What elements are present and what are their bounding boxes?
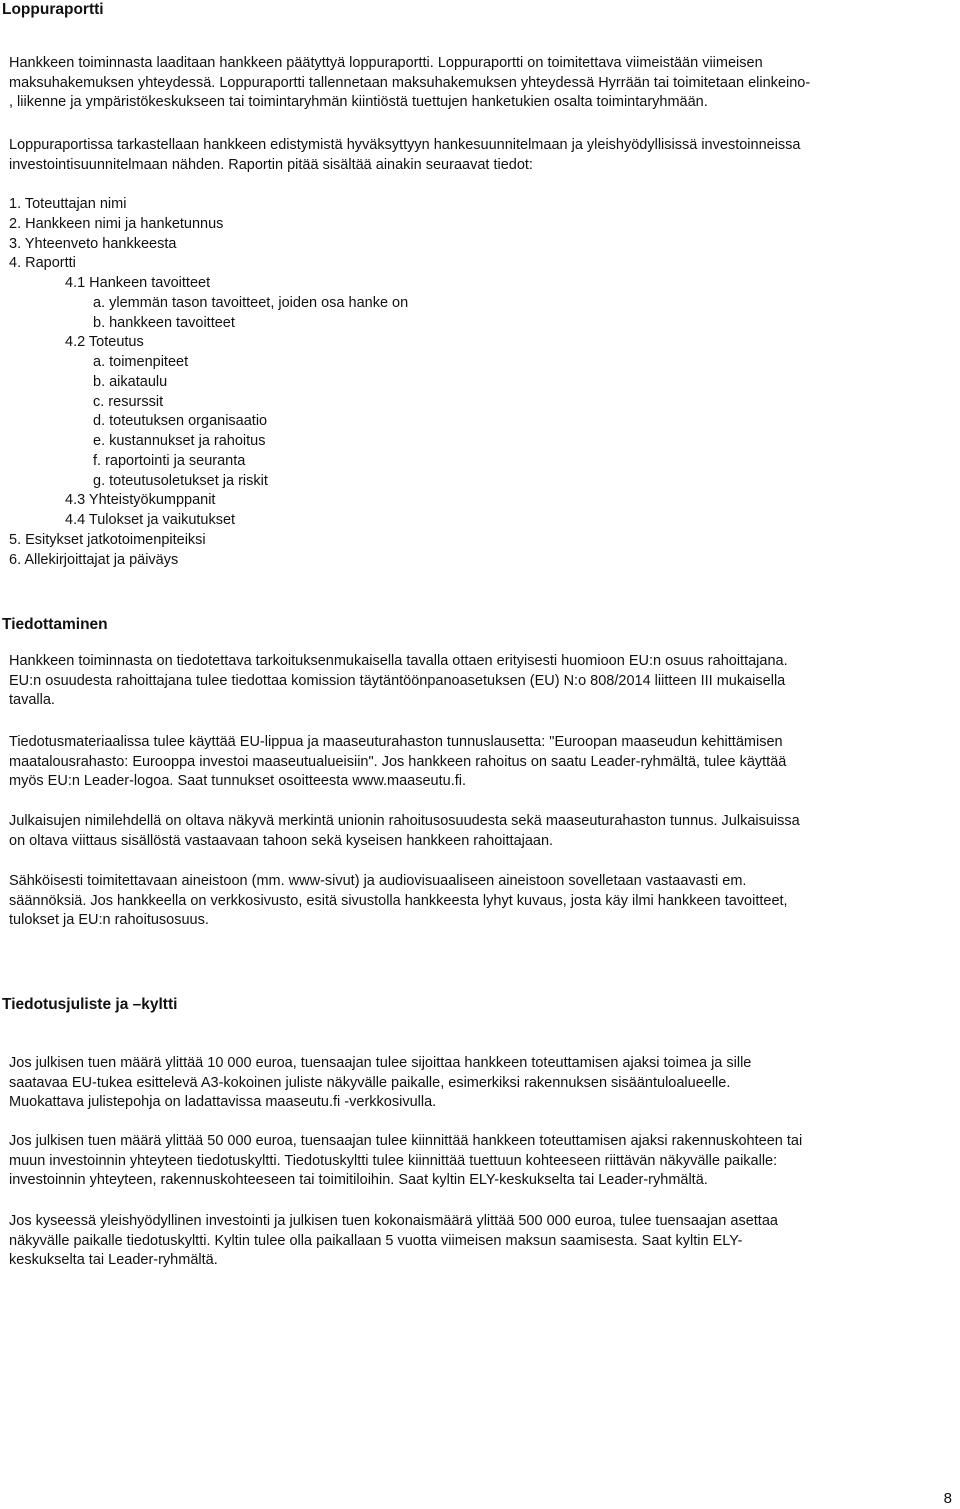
paragraph-tiedottaminen-3 (9, 812, 949, 851)
list-item: 5. Esitykset jatkotoimenpiteiksi (9, 531, 206, 548)
paragraph-loppuraportti-intro (9, 54, 949, 113)
list-item: 3. Yhteenveto hankkeesta (9, 235, 177, 252)
paragraph-tiedottaminen-2 (9, 733, 949, 792)
list-item: g. toteutusoletukset ja riskit (93, 472, 268, 489)
paragraph-tiedottaminen-1 (9, 652, 949, 711)
text-line: Muokattava julistepohja on ladattavissa maaseutu.fi -verkkosivulla. (9, 1094, 437, 1111)
section-title-loppuraportti: Loppuraportti (2, 1, 104, 18)
list-item: e. kustannukset ja rahoitus (93, 433, 266, 449)
text-line: keskukselta tai Leader-ryhmältä. (9, 1252, 218, 1269)
text-line: investoinnin yhteyteen, rakennuskohteeseen tai toimitiloihin. Saat kyltin ELY-keskukselta tai Leader-ryhmältä. (9, 1172, 708, 1189)
paragraph-tiedotusjuliste-1 (9, 1054, 949, 1113)
text-line: myös EU:n Leader-logoa. Saat tunnukset osoitteesta www.maaseutu.fi. (9, 773, 466, 790)
text-line: on oltava viittaus sisällöstä vastaavaan tahoon sekä kyseisen hankkeen rahoittajaan. (9, 832, 554, 849)
list-item: 2. Hankkeen nimi ja hanketunnus (9, 215, 224, 232)
text-line: Hankkeen toiminnasta laaditaan hankkeen päätyttyä loppuraportti. Loppuraportti on toimitettava viimeistään viimeisen (9, 55, 763, 71)
list-item: 4.3 Yhteistyökumppanit (65, 492, 216, 509)
text-line: tulokset ja EU:n rahoitusosuus. (9, 912, 209, 929)
list-item: 4.2 Toteutus (65, 334, 144, 351)
list-item: 6. Allekirjoittajat ja päiväys (9, 551, 179, 568)
text-line: maatalousrahasto: Eurooppa investoi maaseutualueisiin". Jos hankkeen rahoitus on saatu Leader-ryhmältä, tulee käyttää (9, 753, 787, 770)
text-line: Loppuraportissa tarkastellaan hankkeen edistymistä hyväksyttyyn hankesuunnitelmaan ja yleishyödyllisissä investoinneissa (9, 137, 801, 153)
paragraph-tiedotusjuliste-2 (9, 1132, 949, 1191)
text-line: Jos julkisen tuen määrä ylittää 50 000 euroa, tuensaajan tulee kiinnittää hankkeen toteuttamisen ajaksi rakennuskohteen tai (9, 1133, 803, 1149)
list-item: 1. Toteuttajan nimi (9, 196, 127, 212)
list-item: b. aikataulu (93, 373, 168, 390)
list-item: c. resurssit (93, 393, 164, 410)
text-line: tavalla. (9, 692, 55, 709)
text-line: , liikenne ja ympäristökeskukseen tai toimintaryhmän kiintiöstä tuettujen hanketukien osalta toimintaryhmään. (9, 94, 708, 111)
text-line: Sähköisesti toimitettavaan aineistoon (mm. www-sivut) ja audiovisuaaliseen aineistoon sovelletaan vastaavasti em. (9, 873, 747, 889)
paragraph-tiedotusjuliste-3 (9, 1212, 949, 1271)
paragraph-tiedottaminen-4 (9, 872, 949, 931)
section-title-tiedottaminen: Tiedottaminen (2, 616, 108, 633)
list-item: f. raportointi ja seuranta (93, 452, 246, 469)
text-line: Hankkeen toiminnasta on tiedotettava tarkoituksenmukaisella tavalla ottaen erityisesti huomioon EU:n osuus rahoittajana. (9, 653, 788, 669)
text-line: muun investoinnin yhteyteen tiedotuskyltti. Tiedotuskyltti tulee kiinnittää tuettuun kohteeseen riittävän näkyvälle paikalle: (9, 1152, 778, 1169)
text-line: Tiedotusmateriaalissa tulee käyttää EU-lippua ja maaseuturahaston tunnuslausetta: "Euroopan maaseudun kehittämisen (9, 734, 783, 750)
text-line: näkyvälle paikalle tiedotuskyltti. Kyltin tulee olla paikallaan 5 vuotta viimeisen maksun saamisesta. Saat kyltin ELY- (9, 1232, 743, 1249)
text-line: maksuhakemuksen yhteydessä. Loppuraportti tallennetaan maksuhakemuksen yhteydessä Hyrrään tai toimitetaan elinkeino- (9, 74, 811, 91)
list-item: 4. Raportti (9, 255, 76, 272)
text-line: säännöksiä. Jos hankkeella on verkkosivusto, esitä sivustolla hankkeesta lyhyt kuvaus, josta käy ilmi hankkeen tavoitteet, (9, 892, 788, 909)
list-item: a. ylemmän tason tavoitteet, joiden osa hanke on (93, 294, 409, 311)
text-line: Jos kyseessä yleishyödyllinen investointi ja julkisen tuen kokonaismäärä ylittää 500 000 euroa, tulee tuensaajan asettaa (9, 1213, 778, 1229)
list-item: b. hankkeen tavoitteet (93, 314, 235, 331)
text-line: saatavaa EU-tukea esittelevä A3-kokoinen juliste näkyvälle paikalle, esimerkiksi rakennuksen sisääntuloalueelle. (9, 1074, 731, 1091)
text-line: Julkaisujen nimilehdellä on oltava näkyvä merkintä unionin rahoitusosuudesta sekä maaseuturahaston tunnus. Julkaisuissa (9, 813, 800, 829)
list-item: 4.1 Hankeen tavoitteet (65, 275, 211, 291)
section-title-tiedotusjuliste: Tiedotusjuliste ja –kyltti (2, 996, 178, 1013)
page-number: 8 (943, 1490, 952, 1507)
list-item: d. toteutuksen organisaatio (93, 413, 268, 430)
text-line: investointisuunnitelmaan nähden. Raportin pitää sisältää ainakin seuraavat tiedot: (9, 156, 533, 173)
list-item: a. toimenpiteet (93, 354, 189, 370)
paragraph-loppuraportti-content (9, 136, 949, 175)
text-line: EU:n osuudesta rahoittajana tulee tiedottaa komission täytäntöönpanoasetuksen (EU) N:o 808/2014 liitteen III mukaisella (9, 672, 786, 689)
report-contents-list (9, 195, 408, 570)
text-line: Jos julkisen tuen määrä ylittää 10 000 euroa, tuensaajan tulee sijoittaa hankkeen toteuttamisen ajaksi toimea ja sille (9, 1055, 752, 1071)
list-item: 4.4 Tulokset ja vaikutukset (65, 512, 236, 528)
